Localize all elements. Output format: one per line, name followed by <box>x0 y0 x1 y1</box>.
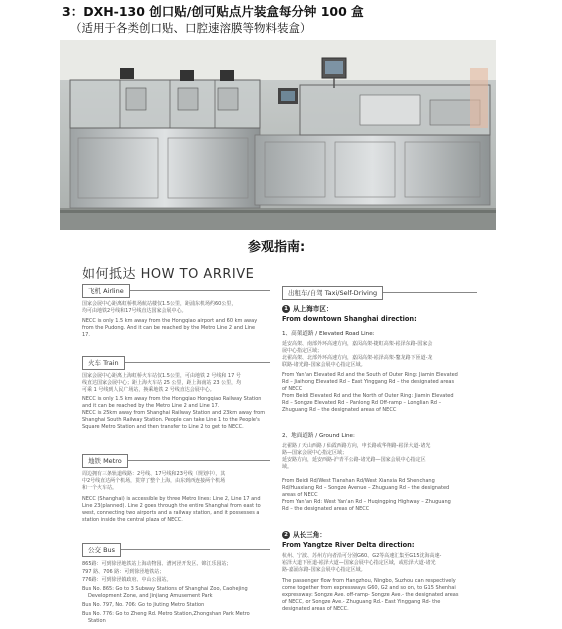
airline-tag: 飞机 Airline <box>82 284 130 298</box>
bus-line: Development Zone, and Jinjiang Amusement Park <box>88 593 213 599</box>
document-title: 3：DXH-130 创口贴/创可贴点片装盒每分钟 100 盒 <box>62 4 364 19</box>
ground-road-title: 2、地面道路 / Ground Line: <box>282 433 355 439</box>
elevated-road-zh: 延安高架、南部外环高速方向，嘉闵高架-捷虹高架-崧泽东路-国家会 展中心指定区域； 北翟高架、北部外环高速方向，嘉闵高架-崧泽高架-鏊龙路下匝道-龙 联路-诸光路-国家会展中心指定区域。 <box>282 341 433 368</box>
taxi-tag: 出租车/自驾 Taxi/Self-Driving <box>282 286 383 300</box>
machine-photo-icon <box>60 40 496 230</box>
train-tag: 火车 Train <box>82 356 125 370</box>
bus-line: 776路：可到徐泾镇政府、中山公园站。 <box>82 577 172 583</box>
how-to-arrive-heading: 如何抵达 HOW TO ARRIVE <box>82 267 255 282</box>
ground-road-zh: 北翟路 / 天山西路 / 仙霞西路方向，申长路或华翔路-崧泽大道-诸光 路—国家会展中心指定区域； 延安路方向，延安西路-沪青平公路-诸光路—国家会展中心指定区 域。 <box>282 443 431 470</box>
train-zh: 国家会展中心距离上海虹桥火车站仅1.5公里，可由地铁 2 号线和 17 号 线直达国家会展中心；距上海火车站 25 公里，距上海南站 23 公里，均 可乘 1 号线到人民广场站，换乘地铁 2 号线直达会展中心。 <box>82 373 242 393</box>
metro-en: NECC (Shanghai) is accessible by three Metro lines: Line 2, Line 17 and Line 23(planned). Line 2 goes through the entire Shanghai from east to west, connecting two airports and a railway station, and it possesses a station inside the central plaza of NECC. <box>82 496 261 523</box>
machine-photo <box>60 40 496 230</box>
metro-tag: 地铁 Metro <box>82 454 128 468</box>
bus-line: Station <box>88 618 106 624</box>
section-delta: 2 从长三角： <box>282 531 326 540</box>
number-two-icon: 2 <box>282 531 290 539</box>
metro-zh: 周边拥有三条轨道线路：2号线、17号线和23号线（规划中），其 中2号线直达两个机场，贯穿了整个上海，由东到西连接两个机场 和一个火车站。 <box>82 471 226 491</box>
airline-en: NECC is only 1.5 km away from the Hongqiao airport and 60 km away from the Pudong. And it can be reached by the Metro Line 2 and Line 17. <box>82 318 258 338</box>
bus-line: 797 路、706 路：可到徐泾地铁站； <box>82 569 165 575</box>
bus-line: Bus No. 776: Go to Zheng Rd. Metro Station,Zhongshan Park Metro <box>82 611 250 617</box>
train-en: NECC is only 1.5 km away from the Hongqiao Hongqiao Railway Station and it can be reached by the Metro Line 2 and Line 17. NECC is 25km away from Shanghai Railway Station and 23km away from Shanghai South Railway Station. People can take Line 1 to the People's Square Metro Station and then transfer to Line 2 to get to NECC. <box>82 396 266 430</box>
bus-line: 865路：可到徐泾地铁站上海动物园、漕河泾开发区、锦江乐园站； <box>82 561 232 567</box>
section-downtown: 1 从上海市区： <box>282 305 333 314</box>
bus-tag: 公交 Bus <box>82 543 121 557</box>
delta-zh: 杭州、宁波、苏州方向者沿可分别G60、G2等高速汇集至G15沈海高速- 崧泽大道下匝道-崧泽大道—国家会展中心指定区域，或松泽大道-诸光 路-嘉涌东路-国家会展中心指定区域。 <box>282 553 442 573</box>
document-subtitle: （适用于各类创口贴、口腔速溶膜等物料装盒） <box>70 21 312 35</box>
number-one-icon: 1 <box>282 305 290 313</box>
elevated-road-en: From Yan'an Elevated Rd and the South of Outer Ring: Jiamin Elevated Rd – Jiaihong Elevated Rd – East Yinggang Rd – the designated areas of NECC From Beidi Elevated Rd and the North of Outer Ring: Jiamin Elevated Rd – Songze Elevated Rd – Panlong Rd Off-ramp – Longlian Rd – Zhuguang Rd – the designated areas of NECC <box>282 372 458 413</box>
section-delta-en: From Yangtze River Delta direction: <box>282 541 415 549</box>
delta-en: The passenger flow from Hangzhou, Ningbo, Suzhou can respectively come together from expressways G60, G2 and so on, to G15 Shenhai expressway: Songze Ave. off-ramp- Songze Ave.- the designated areas of NECC, or Songze Ave.- Zhuguang Rd.- East Yinggang Rd- the designated areas of NECC. <box>282 578 459 612</box>
visit-guide-title: 参观指南: <box>248 240 306 255</box>
bus-line: Bus No. 865: Go to 3 Subway Stations of Shanghai Zoo, Caohejing <box>82 586 248 592</box>
section-downtown-en: From downtown Shanghai direction: <box>282 315 417 323</box>
bus-line: Bus No. 797, No. 706: Go to Jiuting Metro Station <box>82 602 205 608</box>
ground-road-en: From Beidi Rd/West Tianshan Rd/West Xianxia Rd Shenchang Rd/Huaxiang Rd – Songze Avenue – Zhuguang Rd – the designated areas of NECC From Yan'an Rd: West Yan'an Rd – Huqingping Highway – Zhuguang Rd – the designated areas of NECC <box>282 478 451 512</box>
elevated-road-title: 1、高架道路 / Elevated Road Line: <box>282 331 375 337</box>
airline-zh: 国家会展中心距离虹桥机场航站楼仅1.5公里，距浦东机场约60公里， 均可由地铁2号线和17号线直达国家会展中心。 <box>82 301 237 314</box>
